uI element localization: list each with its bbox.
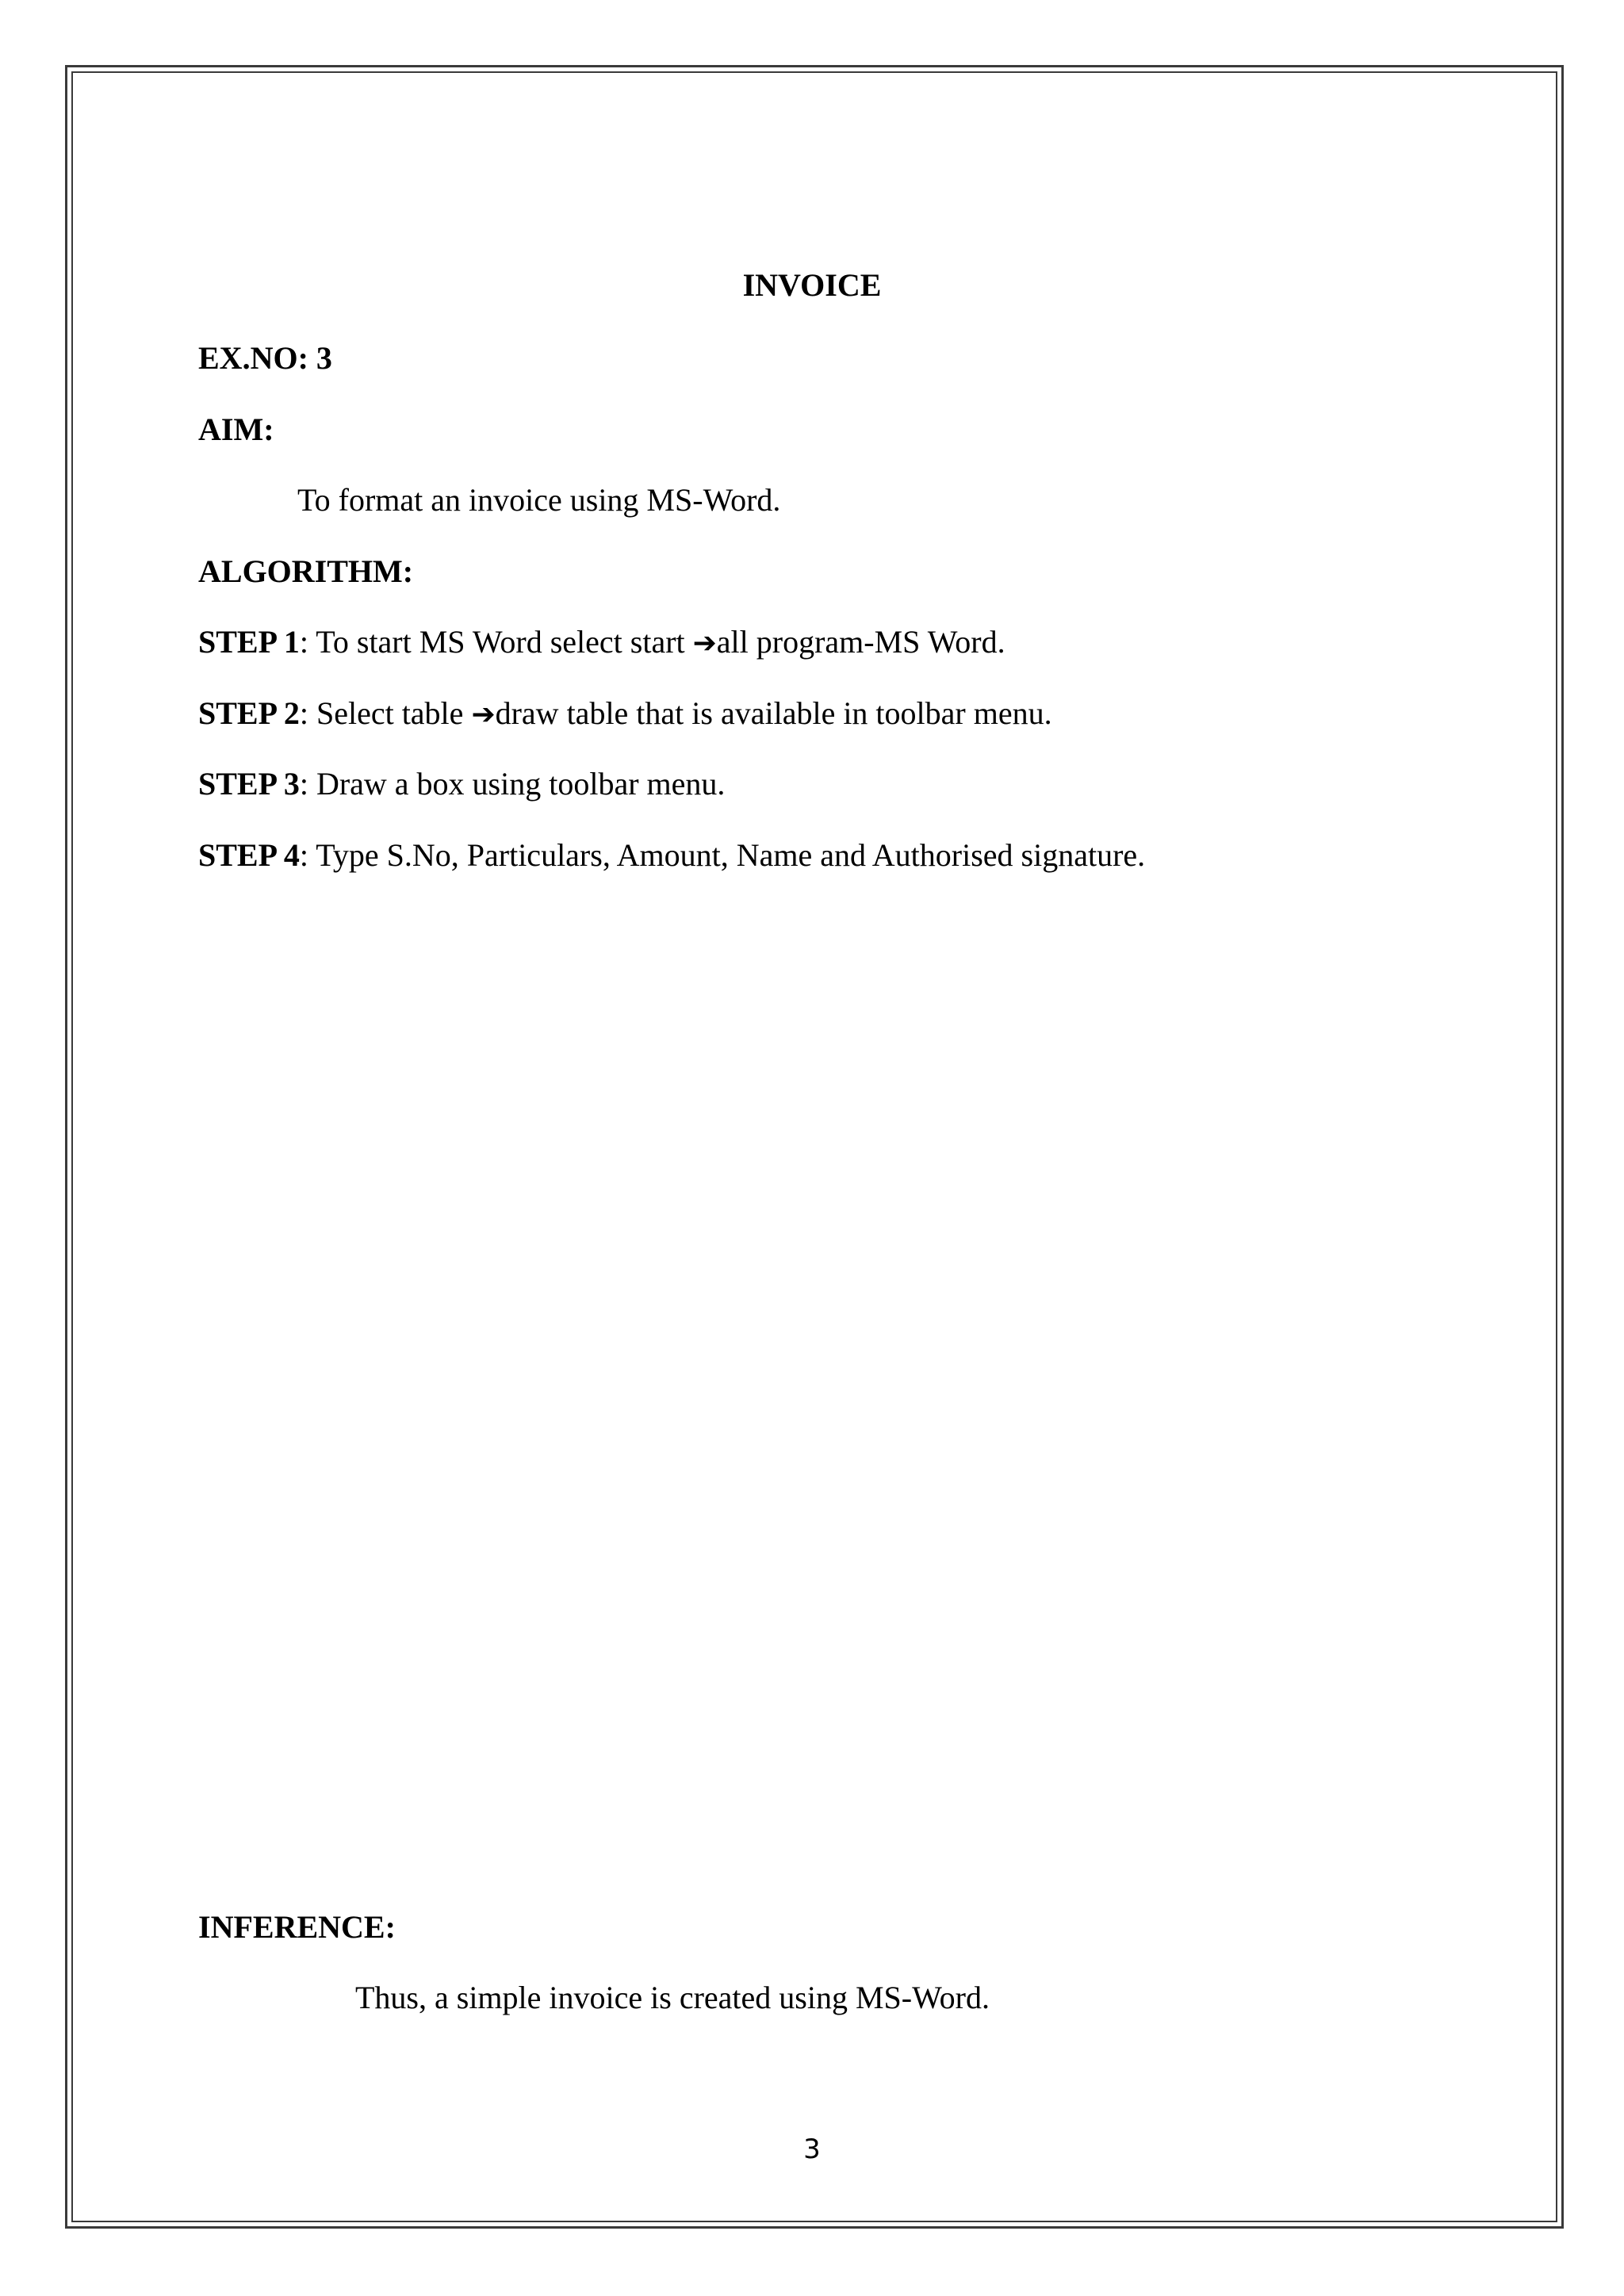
step-1-label: STEP 1 (198, 624, 300, 660)
step-1-text: : To start MS Word select start (299, 624, 685, 660)
step-1-text-continued: all program-MS Word. (716, 624, 1005, 660)
step-3-label: STEP 3 (198, 766, 300, 802)
step-4-label: STEP 4 (198, 837, 300, 873)
aim-text: To format an invoice using MS-Word. (297, 482, 781, 518)
step-2-text: : Select table (299, 695, 464, 731)
step-3 (198, 765, 725, 803)
arrow-right-icon: ➔ (692, 627, 717, 660)
step-2-text-continued: draw table that is available in toolbar menu. (495, 695, 1052, 731)
page-number: 3 (803, 2133, 821, 2165)
step-2 (198, 695, 1052, 734)
document-title: INVOICE (742, 267, 882, 303)
exercise-number: EX.NO: 3 (198, 340, 332, 376)
algorithm-heading: ALGORITHM: (198, 553, 414, 589)
inference-heading: INFERENCE: (198, 1909, 396, 1945)
step-4-text: : Type S.No, Particulars, Amount, Name and Authorised signature. (299, 837, 1146, 873)
step-2-label: STEP 2 (198, 695, 300, 731)
page-border-inner (71, 71, 1557, 2222)
step-4 (198, 836, 1145, 874)
inference-text: Thus, a simple invoice is created using MS-Word. (355, 1980, 990, 2015)
aim-heading: AIM: (198, 411, 274, 447)
step-1 (198, 623, 1005, 663)
arrow-right-icon: ➔ (471, 698, 496, 731)
step-3-text: : Draw a box using toolbar menu. (299, 766, 726, 802)
